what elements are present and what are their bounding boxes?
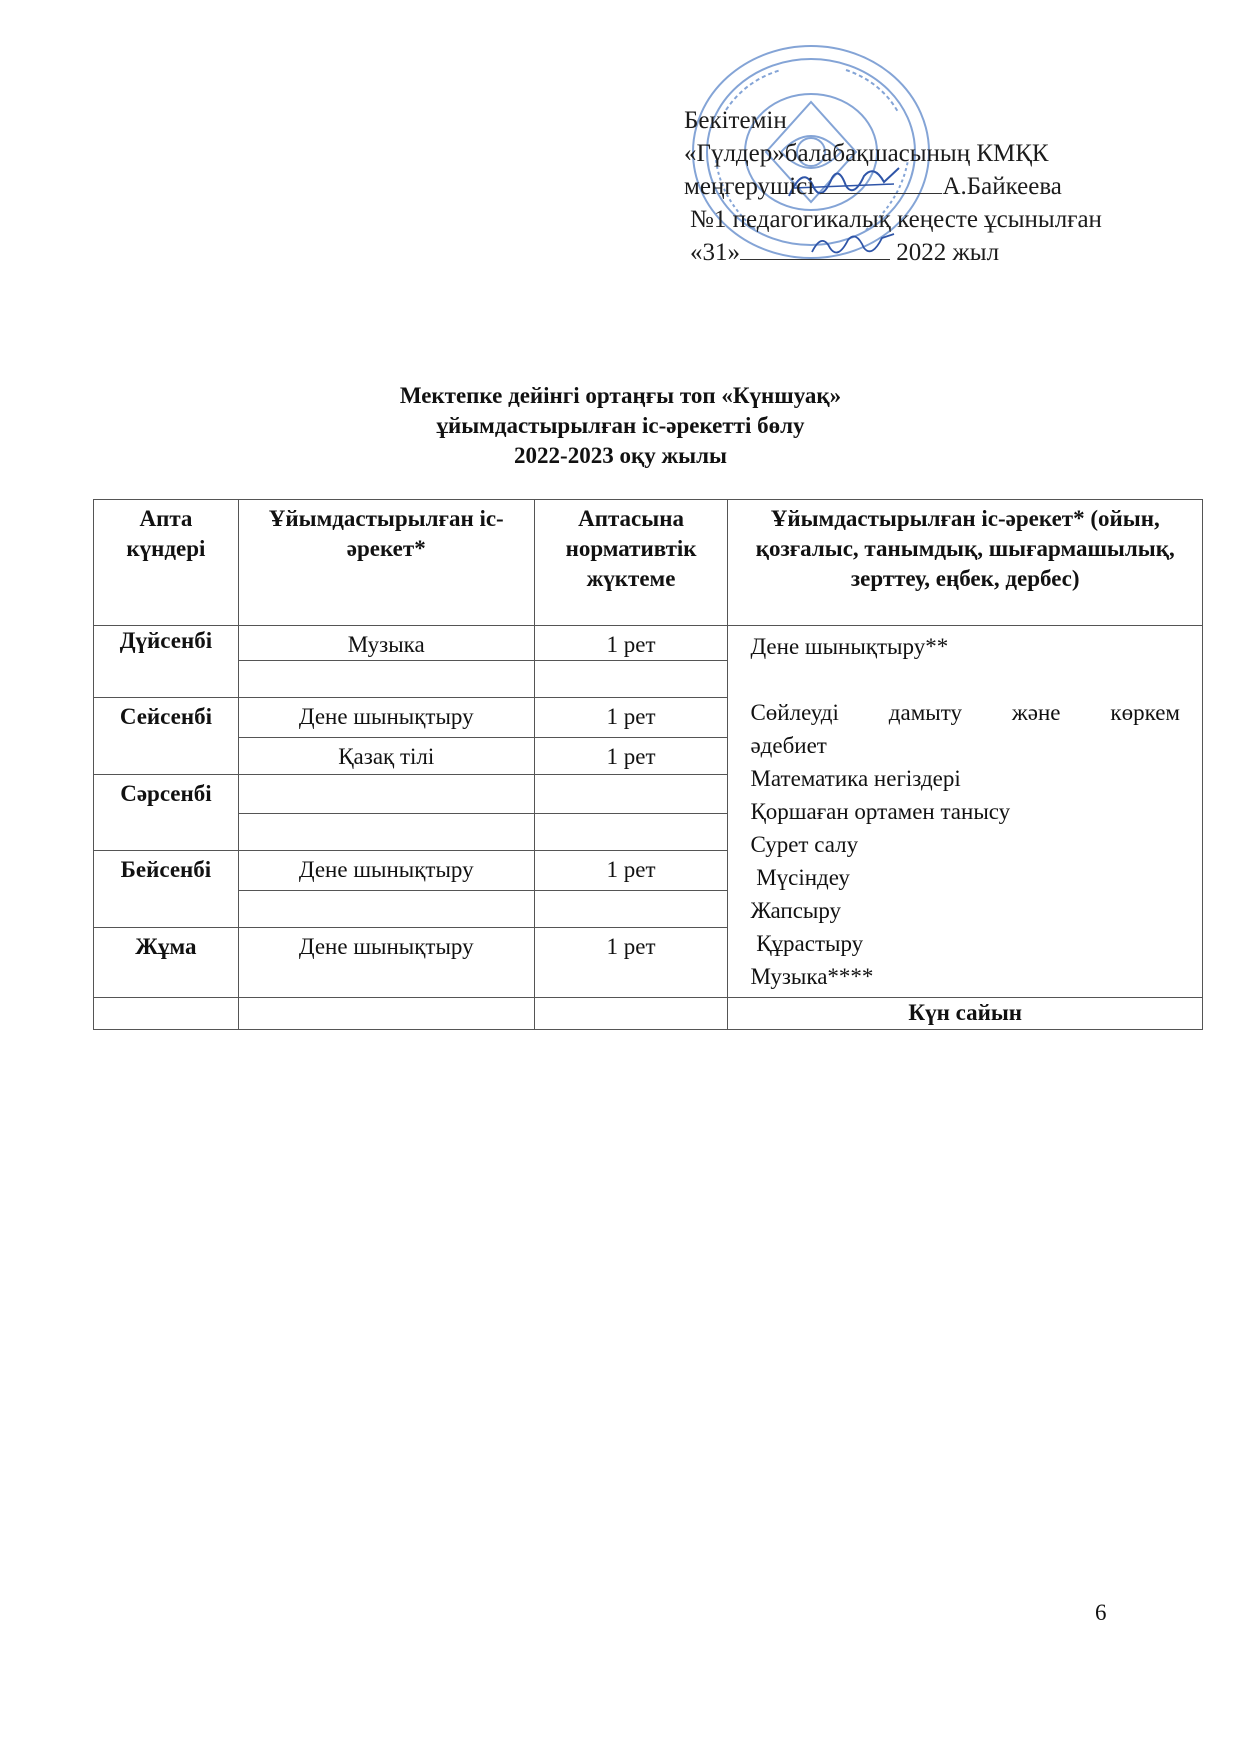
- approval-line-1: Бекітемін: [684, 107, 787, 134]
- word: дамыту: [888, 700, 962, 725]
- activity-type-item: Математика негіздері: [750, 766, 961, 791]
- load-cell: 1 рет: [534, 698, 728, 738]
- word: Сөйлеуді: [750, 700, 839, 725]
- load-cell: 1 рет: [534, 626, 728, 661]
- approval-year: 2022 жыл: [896, 239, 1000, 266]
- activity-cell: Дене шынықтыру: [238, 928, 534, 998]
- approval-line-4: №1 педагогикалық кеңесте ұсынылған: [690, 206, 1102, 233]
- approval-line-2: «Гүлдер»балабақшасының КМҚК: [684, 140, 1049, 167]
- activity-type-item: Дене шынықтыру**: [750, 634, 949, 659]
- page-number: 6: [1095, 1600, 1107, 1625]
- signature-blank: [820, 173, 942, 194]
- activity-type-item: Мүсіндеу: [750, 865, 850, 890]
- title-line-3: 2022-2023 оқу жылы: [514, 443, 727, 468]
- activity-cell: [238, 661, 534, 698]
- load-cell: [534, 814, 728, 851]
- daily-label: Күн сайын: [728, 998, 1203, 1030]
- title-line-1: Мектепке дейінгі ортаңғы топ «Күншуақ»: [399, 383, 842, 408]
- table-footer-row: [94, 998, 1203, 1030]
- empty-cell: [94, 998, 239, 1030]
- document-title: [0, 381, 1241, 471]
- header-activity: Ұйымдастырылған іс-әрекет*: [238, 500, 534, 626]
- day-cell: Бейсенбі: [94, 851, 239, 928]
- table-row: [94, 626, 1203, 661]
- month-blank: [740, 239, 890, 260]
- day-cell: Сәрсенбі: [94, 774, 239, 851]
- table-header-row: [94, 500, 1203, 626]
- day-cell: Жұма: [94, 928, 239, 998]
- activity-type-item: Қоршаған ортамен танысу: [750, 799, 1011, 824]
- load-cell: 1 рет: [534, 737, 728, 774]
- approval-position: меңгерушісі: [684, 173, 815, 200]
- activity-type-item: Жапсыру: [750, 898, 842, 923]
- activity-cell: Дене шынықтыру: [238, 698, 534, 738]
- empty-cell: [534, 998, 728, 1030]
- approval-line-5: [684, 236, 1204, 269]
- title-line-2: ұйымдастырылған іс-әрекетті бөлу: [436, 413, 805, 438]
- activity-cell: [238, 891, 534, 928]
- activity-type-item: Құрастыру: [750, 931, 864, 956]
- load-cell: [534, 661, 728, 698]
- word: көркем: [1110, 700, 1180, 725]
- approval-day: «31»: [690, 239, 740, 266]
- activity-type-item: [750, 696, 1180, 729]
- activity-cell: [238, 814, 534, 851]
- activity-type-item: Музыка****: [750, 964, 874, 989]
- load-cell: [534, 774, 728, 814]
- load-cell: 1 рет: [534, 928, 728, 998]
- header-weekly-load: Аптасына нормативтік жүктеме: [534, 500, 728, 626]
- activity-type-item: Сурет салу: [750, 832, 859, 857]
- word: және: [1011, 700, 1061, 725]
- approval-director-name: А.Байкеева: [942, 173, 1062, 200]
- load-cell: 1 рет: [534, 851, 728, 891]
- schedule-table: [93, 499, 1203, 1030]
- activity-cell: Қазақ тілі: [238, 737, 534, 774]
- approval-block: [684, 104, 1204, 269]
- activity-type-item-cont: әдебиет: [750, 733, 827, 758]
- activity-types-list: [728, 626, 1203, 998]
- activity-cell: Дене шынықтыру: [238, 851, 534, 891]
- day-cell: Сейсенбі: [94, 698, 239, 775]
- header-week-days: Апта күндері: [94, 500, 239, 626]
- list-spacer: [750, 663, 1180, 696]
- activity-cell: Музыка: [238, 626, 534, 661]
- day-cell: Дүйсенбі: [94, 626, 239, 698]
- approval-line-3: [684, 170, 1204, 203]
- empty-cell: [238, 998, 534, 1030]
- header-activity-types: Ұйымдастырылған іс-әрекет* (ойын, қозғалыс, танымдық, шығармашылық, зерттеу, еңбек, дербес): [728, 500, 1203, 626]
- load-cell: [534, 891, 728, 928]
- activity-cell: [238, 774, 534, 814]
